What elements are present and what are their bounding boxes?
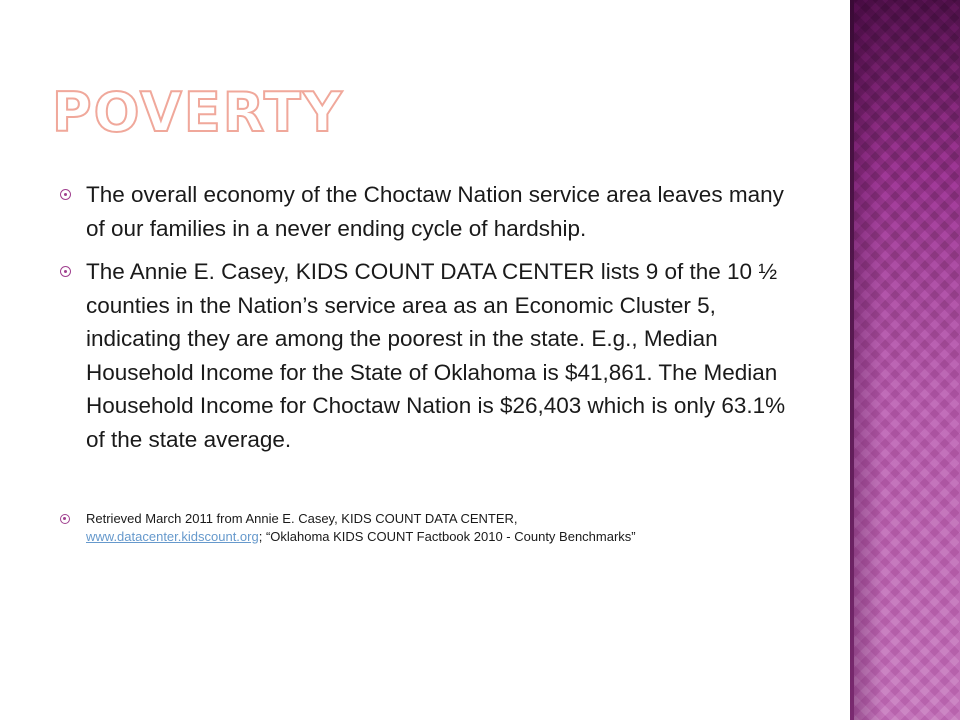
slide-title: POVERTY	[52, 81, 344, 144]
citation-item	[60, 510, 800, 545]
bullet-item	[60, 178, 800, 245]
bullet-item	[60, 255, 800, 456]
bullet-circle-icon	[60, 189, 71, 200]
bullet-circle-icon	[60, 514, 70, 524]
bullet-circle-icon	[60, 266, 71, 277]
bullet-text: The overall economy of the Choctaw Nation service area leaves many of our families in a never ending cycle of hardship.	[86, 182, 784, 241]
side-band-edge	[850, 0, 854, 720]
citation-suffix: ; “Oklahoma KIDS COUNT Factbook 2010 - County Benchmarks”	[258, 528, 636, 544]
citation-prefix: Retrieved March 2011 from Annie E. Casey, KIDS COUNT DATA CENTER,	[86, 511, 518, 526]
decorative-side-band	[850, 0, 960, 720]
citation-link[interactable]: www.datacenter.kidscount.org	[86, 528, 259, 544]
bullet-text: The Annie E. Casey, KIDS COUNT DATA CENTER lists 9 of the 10 ½ counties in the Nation’s service area as an Economic Cluster 5, indicating they are among the poorest in the state. E.g., Median Household Income for the State of Oklahoma is $41,861. The Median Household Income for Choctaw Nation is $26,403 which is only 63.1% of the state average.	[86, 259, 786, 452]
bullet-list	[60, 178, 800, 545]
